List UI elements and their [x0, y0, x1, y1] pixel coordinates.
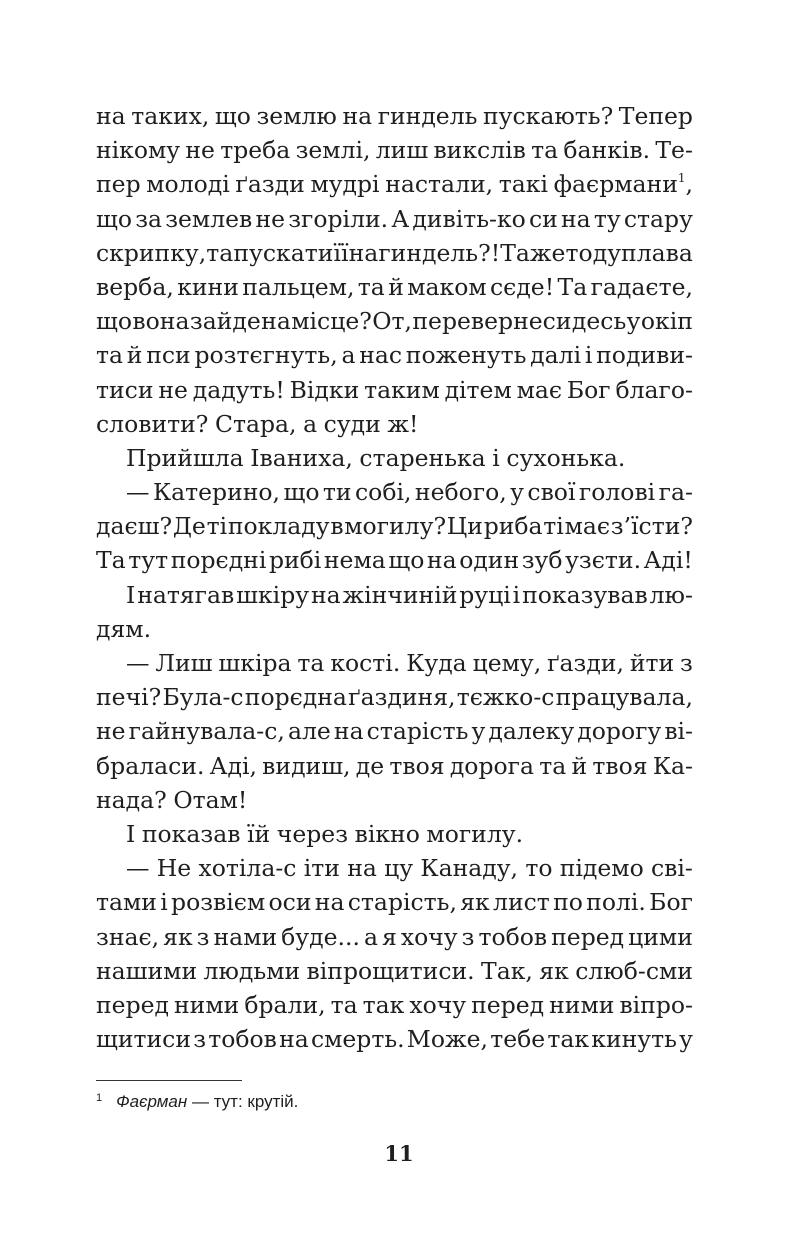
text-line: даєш? Де ті покладу в могилу? Ци риба ті має з’їсти? — [96, 512, 693, 541]
text-line: І показав їй через вікно могилу. — [126, 819, 524, 848]
footnote-divider — [96, 1080, 242, 1081]
text-line: скрипку, та пускати її на гиндель?! Таже то дуплава — [96, 238, 693, 267]
text-line: тиси не дадуть! Відки таким дітем має Бог благо- — [96, 375, 693, 404]
body-text — [96, 99, 693, 1056]
text-line: нікому не треба землі, лиш викслів та банків. Те- — [96, 136, 693, 165]
text-line: що вона зайде на місце? От, перевернеси десь у окіп — [96, 307, 693, 336]
text-line: Прийшла Іваниха, старенька і сухонька. — [126, 443, 626, 472]
text-line: бралаcи. Аді, видиш, де твоя дорога та й твоя Ка- — [96, 751, 693, 780]
footnote-term: Фаєрман — [116, 1092, 188, 1111]
text-line: нада? Отам! — [96, 785, 248, 814]
text-line: пер молоді ґазди мудрі настали, такі фаєрмани$^1$, — [96, 170, 693, 199]
text-line: печі? Була-с порєдна ґаздиня, тєжко-с працувала, — [96, 683, 693, 712]
text-line: — Лиш шкіра та кості. Куда цему, ґазди, йти з — [126, 649, 693, 677]
footnote-definition: — тут: крутій. — [187, 1092, 299, 1111]
text-line: дям. — [96, 614, 152, 643]
text-line: — Не хотіла-с іти на цу Канаду, то підемо сві- — [126, 854, 693, 883]
text-line: перед ними брали, та так хочу перед ними віпро- — [96, 990, 693, 1019]
text-line: не гайнувала-с, але на старість у далеку дорогу ві- — [96, 717, 693, 746]
page-number: 11 — [384, 1141, 414, 1166]
text-line: та й пси розтєгнуть, а нас поженуть далі і подиви- — [96, 341, 693, 370]
text-line: щитиси з тобов на смерть. Може, тебе так кинуть у — [96, 1025, 693, 1054]
footnote-number: 1 — [96, 1092, 103, 1104]
text-line: верба, кини пальцем, та й маком сєде! Та гадаєте, — [96, 272, 693, 301]
footnote-marker: 1 — [677, 171, 686, 186]
text-line: словити? Стара, а суди ж! — [96, 409, 419, 438]
text-line: І натягав шкіру на жінчиній руці і показував лю- — [126, 580, 693, 609]
text-line: — Катерино, що ти собі, небого, у свої голові га- — [126, 478, 693, 507]
text-line: знає, як з нами буде... а я хочу з тобов перед цими — [96, 922, 693, 951]
text-line: тами і розвієм оси на старість, як лист по полі. Бог — [96, 888, 693, 917]
footnote — [96, 1087, 696, 1113]
text-line: нашими людьми віпрощитиси. Так, як слюб-сми — [96, 956, 693, 985]
text-line: Та тут порєдні рибі нема що на один зуб узєти. Аді! — [96, 546, 693, 575]
text-line: що за землев не згоріли. А дивіть-ко си на ту стару — [96, 204, 693, 233]
text-line: на таких, що землю на гиндель пускають? Тепер — [96, 102, 693, 130]
